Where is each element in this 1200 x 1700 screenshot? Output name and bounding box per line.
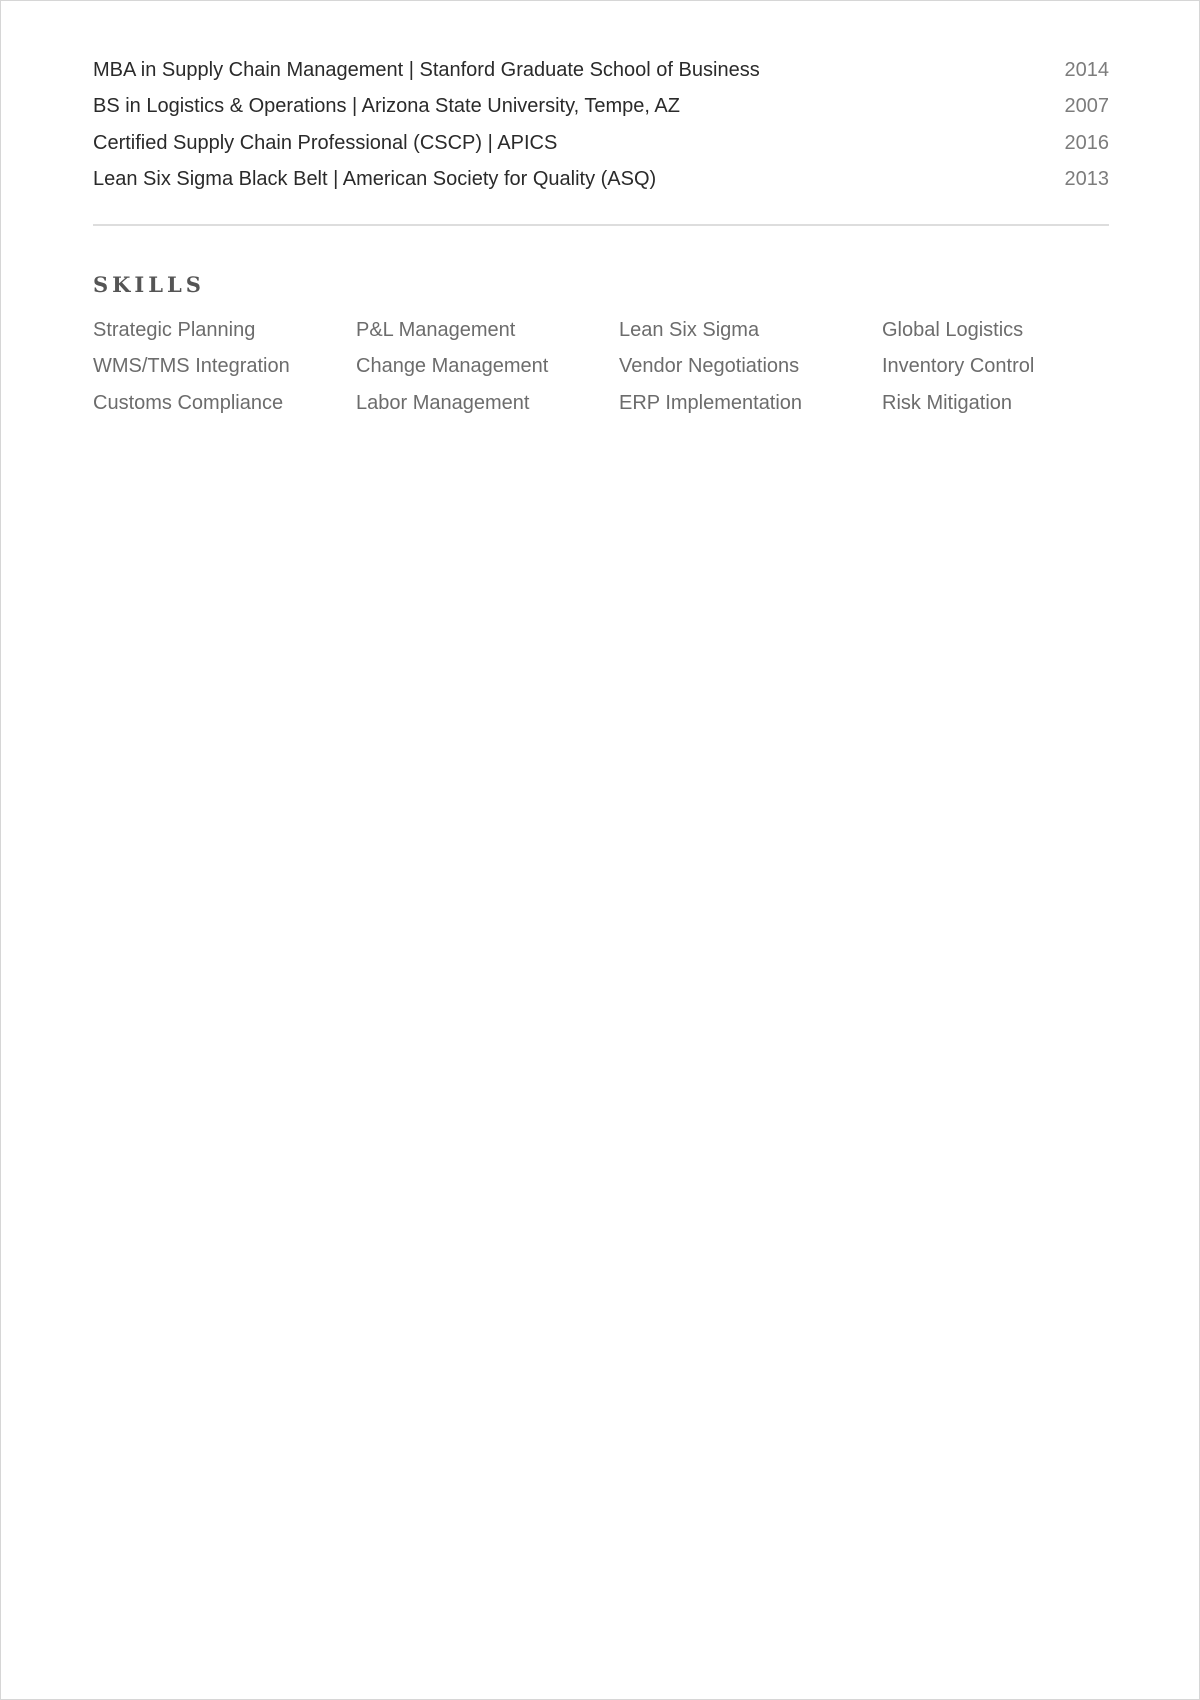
skill-item: Inventory Control (882, 355, 1035, 378)
education-year: 2014 (1064, 59, 1109, 81)
education-title: BS in Logistics & Operations | Arizona State University, Tempe, AZ (93, 95, 680, 118)
skills-heading: SKILLS (93, 272, 205, 298)
skill-item: Vendor Negotiations (619, 355, 800, 378)
skill-item: P&L Management (356, 319, 516, 342)
resume-content (93, 59, 1109, 428)
skill-item: Change Management (356, 355, 549, 378)
education-item (93, 132, 1109, 168)
education-title: Certified Supply Chain Professional (CSCP) | APICS (93, 131, 558, 154)
skill-item: Risk Mitigation (882, 391, 1013, 414)
skill-item: Strategic Planning (93, 319, 256, 342)
skill-item: Lean Six Sigma (619, 319, 760, 342)
education-list (93, 59, 1109, 204)
skill-item: Customs Compliance (93, 391, 284, 414)
education-item (93, 168, 1109, 204)
skills-grid (93, 319, 1109, 428)
education-year: 2013 (1064, 167, 1109, 190)
section-divider (93, 224, 1109, 226)
education-year: 2007 (1064, 95, 1109, 118)
education-item (93, 95, 1109, 131)
skill-item: Global Logistics (882, 319, 1024, 342)
education-item (93, 59, 1109, 95)
skill-item: ERP Implementation (619, 391, 803, 414)
skill-item: WMS/TMS Integration (93, 355, 290, 378)
education-year: 2016 (1064, 131, 1109, 154)
education-title: MBA in Supply Chain Management | Stanford Graduate School of Business (93, 59, 760, 81)
education-title: Lean Six Sigma Black Belt | American Society for Quality (ASQ) (93, 167, 657, 190)
skill-item: Labor Management (356, 391, 530, 414)
